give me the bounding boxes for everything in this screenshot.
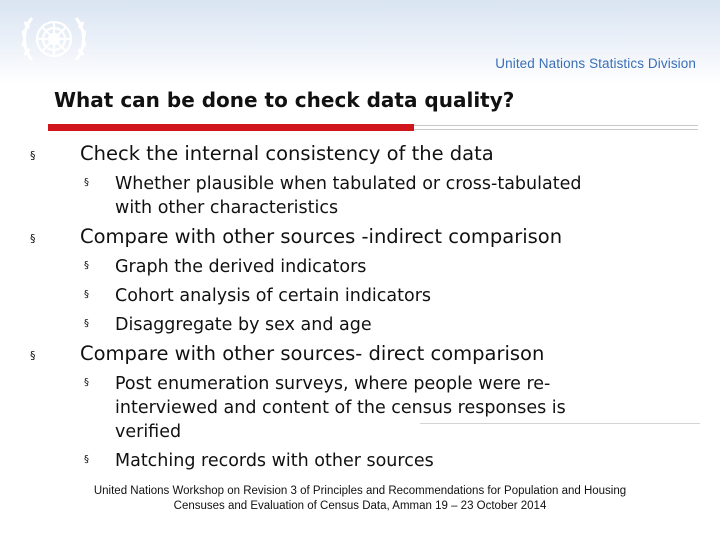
bullet-item: Compare with other sources -indirect comparison: [80, 225, 563, 248]
divider-line: [420, 423, 700, 424]
sub-bullet-line: with other characteristics: [115, 198, 339, 218]
sub-bullet-marker: §: [84, 454, 89, 465]
sub-bullet-line: Matching records with other sources: [115, 451, 434, 471]
title-underline-red: [48, 124, 414, 131]
sub-bullet-line: interviewed and content of the census responses is: [115, 398, 566, 418]
sub-bullet-line: Whether plausible when tabulated or cross-tabulated: [115, 174, 582, 194]
sub-bullet-marker: §: [84, 318, 89, 329]
footer: [30, 484, 690, 514]
sub-bullet-line: Post enumeration surveys, where people were re-: [115, 374, 551, 394]
slide-title: What can be done to check data quality?: [54, 88, 515, 112]
sub-bullet-line: Cohort analysis of certain indicators: [115, 286, 432, 306]
bullet-item: Check the internal consistency of the data: [80, 142, 494, 165]
sub-bullet-line: Disaggregate by sex and age: [115, 315, 372, 335]
bullet-marker: §: [30, 232, 36, 245]
footer-line-2: Censuses and Evaluation of Census Data, Amman 19 – 23 October 2014: [173, 500, 547, 512]
sub-bullet-marker: §: [84, 377, 89, 388]
footer-line-1: United Nations Workshop on Revision 3 of Principles and Recommendations for Population and Housing: [93, 485, 627, 497]
sub-bullet-line: Graph the derived indicators: [115, 257, 367, 277]
bullet-marker: §: [30, 349, 36, 362]
header-banner: [0, 0, 720, 84]
bullet-marker: §: [30, 149, 36, 162]
title-underline-grey: [414, 125, 698, 126]
un-emblem-icon: [16, 8, 92, 74]
organization-name: United Nations Statistics Division: [495, 56, 696, 71]
sub-bullet-marker: §: [84, 260, 89, 271]
sub-bullet-line: verified: [115, 422, 182, 442]
sub-bullet-marker: §: [84, 177, 89, 188]
bullet-item: Compare with other sources- direct comparison: [80, 342, 545, 365]
title-underline-grey-2: [414, 129, 698, 130]
sub-bullet-marker: §: [84, 289, 89, 300]
